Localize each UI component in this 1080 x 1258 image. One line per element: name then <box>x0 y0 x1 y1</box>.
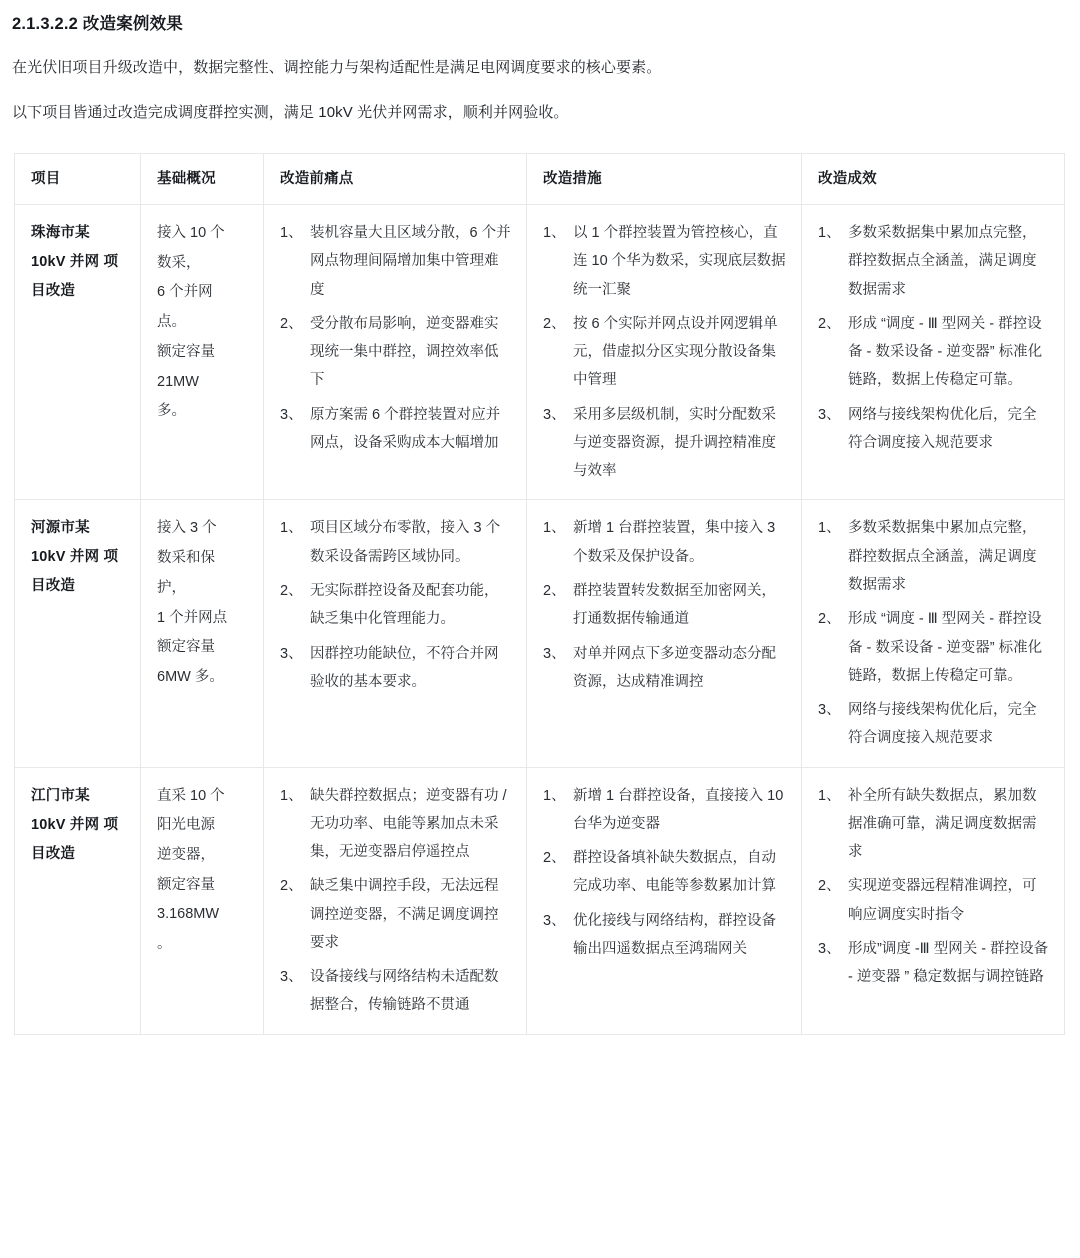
project-line: 10kV 并网 <box>31 254 100 271</box>
basic-line: 逆变器， <box>157 847 215 863</box>
list-item <box>818 935 1050 992</box>
project-line: 项目改造 <box>31 816 119 862</box>
list-item-text: 形成 “调度 - Ⅲ 型网关 - 群控设备 - 数采设备 - 逆变器” 标准化链路，数据上传稳定可靠。 <box>848 611 1043 684</box>
project-line: 项目改造 <box>31 254 119 300</box>
list-marker: 2、 <box>543 582 566 599</box>
cell-project <box>15 205 141 500</box>
cell-measures <box>527 500 802 767</box>
list-item <box>280 514 512 571</box>
list-item-text: 对单并网点下多逆变器动态分配资源，达成精准调控 <box>573 645 776 690</box>
project-line: 10kV 并网 <box>31 549 100 566</box>
basic-line: 6MW 多。 <box>157 669 224 686</box>
basic-line: 数采， <box>157 254 201 271</box>
basic-line: 6 个并网 <box>157 284 213 301</box>
table-row <box>15 205 1065 500</box>
project-line: 江门市某 <box>31 787 90 804</box>
list-marker: 2、 <box>818 315 841 332</box>
cell-project <box>15 767 141 1034</box>
project-line: 河源市某 <box>31 520 90 537</box>
measure-list <box>543 219 787 485</box>
list-item <box>543 219 787 304</box>
project-line: 10kV 并网 <box>31 816 100 833</box>
list-item <box>280 577 512 634</box>
list-marker: 3、 <box>818 406 841 423</box>
list-item <box>818 605 1050 690</box>
list-item-text: 形成 “调度 - Ⅲ 型网关 - 群控设备 - 数采设备 - 逆变器” 标准化链路，数据上传稳定可靠。 <box>848 315 1043 389</box>
result-list <box>818 782 1050 992</box>
list-marker: 2、 <box>543 850 566 867</box>
list-item <box>818 514 1050 599</box>
list-marker: 2、 <box>543 315 566 332</box>
case-table <box>14 153 1065 1035</box>
list-item <box>280 963 512 1020</box>
list-marker: 1、 <box>280 787 303 804</box>
result-list <box>818 219 1050 457</box>
list-marker: 1、 <box>543 787 566 804</box>
basic-line: 直采 10 个 <box>157 787 225 804</box>
list-marker: 1、 <box>543 225 566 242</box>
list-item <box>818 401 1050 458</box>
column-header-pain-points: 改造前痛点 <box>264 153 527 204</box>
pain-point-list <box>280 782 512 1020</box>
list-marker: 3、 <box>818 940 841 957</box>
list-item-text: 多数采数据集中累加点完整，群控数据点全涵盖，满足调度数据需求 <box>848 225 1037 298</box>
basic-line: 。 <box>157 936 172 953</box>
list-item <box>280 219 512 304</box>
list-item-text: 装机容量大且区域分散，6 个并网点物理间隔增加集中管理难度 <box>310 225 511 298</box>
basic-line: 多。 <box>157 403 186 420</box>
list-item <box>280 872 512 957</box>
cell-basic-overview <box>141 767 264 1034</box>
table-body <box>15 205 1065 1035</box>
list-item <box>543 907 787 964</box>
list-item-text: 受分散布局影响，逆变器难实现统一集中群控，调控效率低下 <box>310 315 499 389</box>
list-item <box>818 310 1050 395</box>
cell-project <box>15 500 141 767</box>
list-item-text: 以 1 个群控装置为管控核心，直连 10 个华为数采，实现底层数据统一汇聚 <box>573 225 786 298</box>
list-item <box>280 401 512 458</box>
list-marker: 2、 <box>280 582 303 599</box>
list-marker: 1、 <box>818 520 841 537</box>
cell-measures <box>527 205 802 500</box>
basic-line: 阳光电源 <box>157 817 215 834</box>
basic-line: 护， <box>157 579 186 596</box>
list-item-text: 形成”调度 -Ⅲ 型网关 - 群控设备 - 逆变器 ” 稳定数据与调控链路 <box>848 940 1049 986</box>
list-marker: 3、 <box>280 406 303 423</box>
case-table-container <box>0 128 1080 1035</box>
basic-line: 数采和保 <box>157 550 215 567</box>
basic-line: 点。 <box>157 314 186 331</box>
list-item <box>543 640 787 697</box>
pain-point-list <box>280 219 512 457</box>
list-item <box>543 782 787 839</box>
list-item-text: 网络与接线架构优化后，完全符合调度接入规范要求 <box>848 702 1037 747</box>
list-marker: 3、 <box>280 969 303 986</box>
basic-line: 接入 10 个 <box>157 225 225 242</box>
list-item-text: 缺失群控数据点；逆变器有功 / 无功功率、电能等累加点未采集，无逆变器启停遥控点 <box>310 787 507 861</box>
list-item-text: 补全所有缺失数据点，累加数据准确可靠，满足调度数据需求 <box>848 787 1037 861</box>
list-item-text: 项目区域分布零散，接入 3 个数采设备需跨区域协同。 <box>310 520 501 565</box>
cell-results <box>802 205 1065 500</box>
pain-point-list <box>280 514 512 696</box>
list-item-text: 网络与接线架构优化后，完全符合调度接入规范要求 <box>848 406 1037 451</box>
list-item-text: 原方案需 6 个群控装置对应并网点，设备采购成本大幅增加 <box>310 406 501 451</box>
column-header-results: 改造成效 <box>802 153 1065 204</box>
intro-paragraph-1: 在光伏旧项目升级改造中，数据完整性、调控能力与架构适配性是满足电网调度要求的核心要素。 <box>12 58 662 76</box>
list-item <box>543 577 787 634</box>
list-item-text: 无实际群控设备及配套功能，缺乏集中化管理能力。 <box>310 582 499 628</box>
result-list <box>818 514 1050 752</box>
list-item-text: 新增 1 台群控装置，集中接入 3 个数采及保护设备。 <box>573 520 776 565</box>
column-header-project: 项目 <box>15 153 141 204</box>
basic-line: 额定容量 <box>157 343 215 360</box>
table-header <box>15 153 1065 204</box>
table-row <box>15 767 1065 1034</box>
intro-paragraph-2: 以下项目皆通过改造完成调度群控实测，满足 10kV 光伏并网需求，顺利并网验收。 <box>12 104 569 122</box>
list-marker: 2、 <box>818 878 841 895</box>
list-marker: 2、 <box>280 878 303 895</box>
list-item <box>818 219 1050 304</box>
list-item-text: 按 6 个实际并网点设并网逻辑单元，借虚拟分区实现分散设备集中管理 <box>573 315 778 389</box>
cell-pain-points <box>264 500 527 767</box>
list-marker: 1、 <box>543 520 566 537</box>
list-item <box>818 696 1050 753</box>
page-title: 2.1.3.2.2 改造案例效果 <box>12 15 184 33</box>
list-item-text: 采用多层级机制，实时分配数采与逆变器资源，提升调控精准度与效率 <box>573 406 776 480</box>
list-marker: 1、 <box>818 225 841 242</box>
list-item <box>543 844 787 901</box>
cell-measures <box>527 767 802 1034</box>
list-item-text: 群控设备填补缺失数据点，自动完成功率、电能等参数累加计算 <box>573 850 776 895</box>
list-marker: 3、 <box>818 702 841 719</box>
list-marker: 3、 <box>543 645 566 662</box>
measure-list <box>543 782 787 964</box>
list-marker: 1、 <box>280 225 303 242</box>
basic-line: 21MW <box>157 373 199 390</box>
list-item-text: 实现逆变器远程精准调控，可响应调度实时指令 <box>848 878 1037 923</box>
list-item-text: 优化接线与网络结构，群控设备输出四遥数据点至鸿瑞网关 <box>573 912 776 957</box>
list-item-text: 新增 1 台群控设备，直接接入 10 台华为逆变器 <box>573 787 784 832</box>
cell-pain-points <box>264 205 527 500</box>
basic-line: 3.168MW <box>157 906 220 923</box>
project-line: 项目改造 <box>31 549 119 595</box>
project-line: 珠海市某 <box>31 225 90 242</box>
basic-line: 1 个并网点 <box>157 609 228 626</box>
list-item-text: 多数采数据集中累加点完整，群控数据点全涵盖，满足调度数据需求 <box>848 520 1037 593</box>
list-item-text: 缺乏集中调控手段，无法远程调控逆变器，不满足调度调控要求 <box>310 878 499 951</box>
list-item <box>543 514 787 571</box>
list-item <box>543 401 787 486</box>
column-header-basic-overview: 基础概况 <box>141 153 264 204</box>
list-item <box>543 310 787 395</box>
cell-results <box>802 500 1065 767</box>
list-marker: 3、 <box>543 406 566 423</box>
list-marker: 1、 <box>280 520 303 537</box>
table-header-row <box>15 153 1065 204</box>
cell-basic-overview <box>141 205 264 500</box>
cell-basic-overview <box>141 500 264 767</box>
measure-list <box>543 514 787 696</box>
list-marker: 3、 <box>280 645 303 662</box>
table-row <box>15 500 1065 767</box>
list-item <box>818 872 1050 929</box>
list-marker: 2、 <box>280 315 303 332</box>
list-marker: 2、 <box>818 611 841 628</box>
basic-line: 额定容量 <box>157 876 215 893</box>
cell-pain-points <box>264 767 527 1034</box>
basic-line: 接入 3 个 <box>157 520 217 537</box>
list-item <box>280 640 512 697</box>
list-marker: 1、 <box>818 787 841 804</box>
cell-results <box>802 767 1065 1034</box>
list-item <box>818 782 1050 867</box>
list-item-text: 设备接线与网络结构未适配数据整合，传输链路不贯通 <box>310 969 499 1014</box>
column-header-measures: 改造措施 <box>527 153 802 204</box>
list-item <box>280 782 512 867</box>
list-item-text: 群控装置转发数据至加密网关，打通数据传输通道 <box>573 582 776 628</box>
list-item <box>280 310 512 395</box>
list-marker: 3、 <box>543 912 566 929</box>
list-item-text: 因群控功能缺位，不符合并网验收的基本要求。 <box>310 645 499 690</box>
basic-line: 额定容量 <box>157 639 215 656</box>
